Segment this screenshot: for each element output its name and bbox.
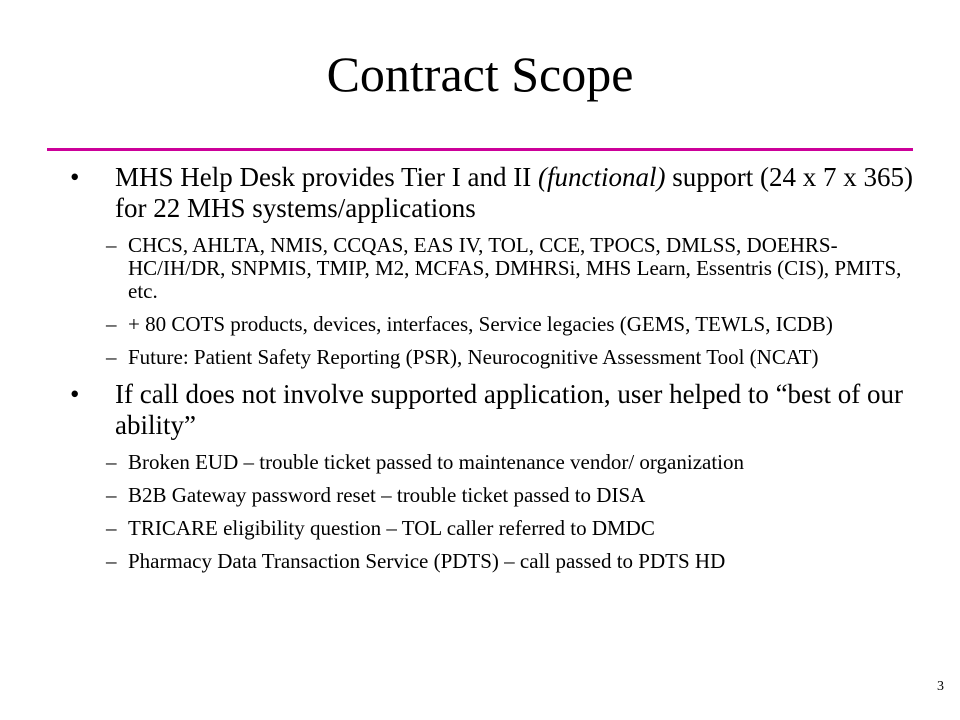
dash-marker: –	[106, 549, 117, 573]
bullet-1	[68, 162, 928, 224]
dash-marker: –	[106, 483, 117, 507]
bullet-2-text: If call does not involve supported application, user helped to “best of our ability”	[115, 379, 904, 440]
sub-bullet-text: TRICARE eligibility question – TOL caller referred to DMDC	[128, 516, 655, 540]
dash-marker: –	[106, 450, 117, 474]
bullet-2	[68, 379, 928, 441]
sub-bullet-text: B2B Gateway password reset – trouble ticket passed to DISA	[128, 483, 646, 507]
sub-bullet-2-1	[68, 451, 928, 474]
sub-bullet-text: Pharmacy Data Transaction Service (PDTS) – call passed to PDTS HD	[128, 549, 726, 573]
sub-bullet-1-3	[68, 346, 928, 369]
sub-bullet-1-2	[68, 313, 928, 336]
slide-content	[68, 162, 928, 583]
dash-marker: –	[106, 345, 117, 369]
dash-marker: –	[106, 312, 117, 336]
sub-bullet-text: Broken EUD – trouble ticket passed to maintenance vendor/ organization	[128, 450, 745, 474]
sub-bullet-2-3	[68, 517, 928, 540]
bullet-marker: •	[70, 379, 80, 409]
slide-title: Contract Scope	[326, 46, 634, 102]
sub-bullet-2-2	[68, 484, 928, 507]
dash-marker: –	[106, 233, 117, 257]
bullet-1-text-a: MHS Help Desk provides Tier I and II	[115, 162, 538, 192]
bullet-1-text-b: support (24 x 7 x 365) for 22 MHS systems/applications	[115, 162, 913, 223]
page-number: 3	[937, 679, 944, 694]
sub-bullet-text: Future: Patient Safety Reporting (PSR), Neurocognitive Assessment Tool (NCAT)	[128, 345, 819, 369]
sub-bullet-2-4	[68, 550, 928, 573]
sub-bullet-text: CHCS, AHLTA, NMIS, CCQAS, EAS IV, TOL, CCE, TPOCS, DMLSS, DOEHRS-HC/IH/DR, SNPMIS, TMIP, M2, MCFAS, DMHRSi, MHS Learn, Essentris (CIS), PMITS, etc.	[128, 233, 902, 303]
sub-bullet-text: + 80 COTS products, devices, interfaces, Service legacies (GEMS, TEWLS, ICDB)	[128, 312, 833, 336]
bullet-1-text-em: (functional)	[537, 162, 666, 192]
title-divider	[47, 148, 913, 151]
dash-marker: –	[106, 516, 117, 540]
bullet-marker: •	[70, 162, 80, 192]
sub-bullet-1-1	[68, 234, 928, 303]
